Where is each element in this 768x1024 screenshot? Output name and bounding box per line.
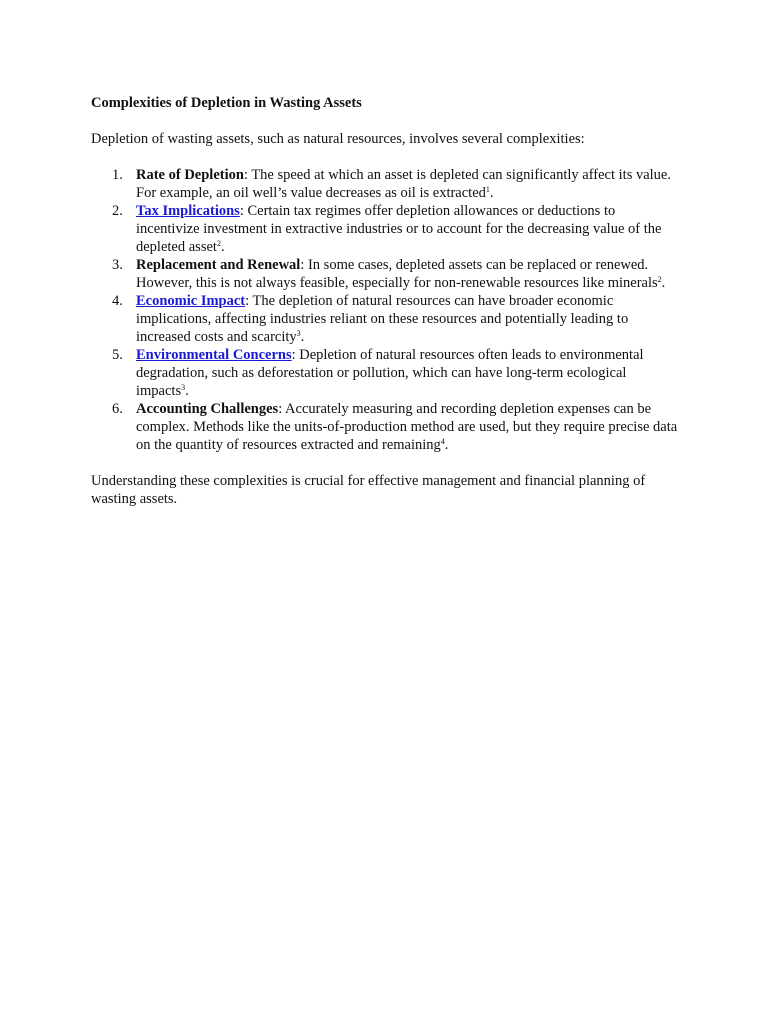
list-item-replacement-and-renewal	[91, 256, 681, 292]
item-end: .	[220, 239, 225, 255]
document-title: Complexities of Depletion in Wasting Assets	[91, 95, 362, 111]
link-tax-implications[interactable]: Tax Implications	[136, 203, 240, 219]
intro-paragraph: Depletion of wasting assets, such as natural resources, involves several complexities:	[91, 131, 585, 147]
list-item-tax-implications	[91, 202, 681, 256]
item-end: .	[489, 185, 494, 201]
footnote-ref[interactable]: 4	[440, 437, 445, 446]
document-page	[91, 94, 681, 508]
footnote-ref[interactable]: 2	[216, 239, 221, 248]
list-number: 1.	[112, 167, 123, 183]
footnote-ref[interactable]: 2	[657, 275, 662, 284]
item-text: : The speed at which an asset is depleted can significantly affect its value. For example, an oil well’s value decreases as oil is extracted	[136, 167, 671, 201]
term-rate-of-depletion: Rate of Depletion	[136, 167, 244, 183]
footnote-ref[interactable]: 3	[181, 383, 186, 392]
list-item-accounting-challenges	[91, 400, 681, 454]
item-end: .	[661, 275, 666, 291]
list-item-environmental-concerns	[91, 346, 681, 400]
item-text: : Depletion of natural resources often leads to environmental degradation, such as deforestation or pollution, which can have long-term ecological impacts	[136, 347, 644, 399]
list-number: 2.	[112, 203, 123, 219]
conclusion-paragraph: Understanding these complexities is crucial for effective management and financial planning of wasting assets.	[91, 473, 646, 507]
complexities-list	[91, 166, 681, 454]
term-accounting-challenges: Accounting Challenges	[136, 401, 279, 417]
item-end: .	[300, 329, 305, 345]
list-item-rate-of-depletion	[91, 166, 681, 202]
list-number: 6.	[112, 401, 123, 417]
item-text: : Accurately measuring and recording depletion expenses can be complex. Methods like the units-of-production method are used, but they require precise data on the quantity of resources extracted and remaining	[136, 401, 678, 453]
item-text: : The depletion of natural resources can have broader economic implications, affecting industries reliant on these resources and potentially leading to increased costs and scarcity	[136, 293, 629, 345]
footnote-ref[interactable]: 3	[296, 329, 301, 338]
item-text: : In some cases, depleted assets can be replaced or renewed. However, this is not always feasible, especially for non-renewable resources like minerals	[136, 257, 658, 291]
list-number: 3.	[112, 257, 123, 273]
link-environmental-concerns[interactable]: Environmental Concerns	[136, 347, 292, 363]
list-number: 5.	[112, 347, 123, 363]
footnote-ref[interactable]: 1	[485, 185, 490, 194]
item-text: : Certain tax regimes offer depletion allowances or deductions to incentivize investment in extractive industries or to account for the decreasing value of the depleted asset	[136, 203, 662, 255]
item-end: .	[444, 437, 449, 453]
item-end: .	[185, 383, 189, 399]
list-number: 4.	[112, 293, 123, 309]
term-replacement-and-renewal: Replacement and Renewal	[136, 257, 301, 273]
link-economic-impact[interactable]: Economic Impact	[136, 293, 246, 309]
list-item-economic-impact	[91, 292, 681, 346]
